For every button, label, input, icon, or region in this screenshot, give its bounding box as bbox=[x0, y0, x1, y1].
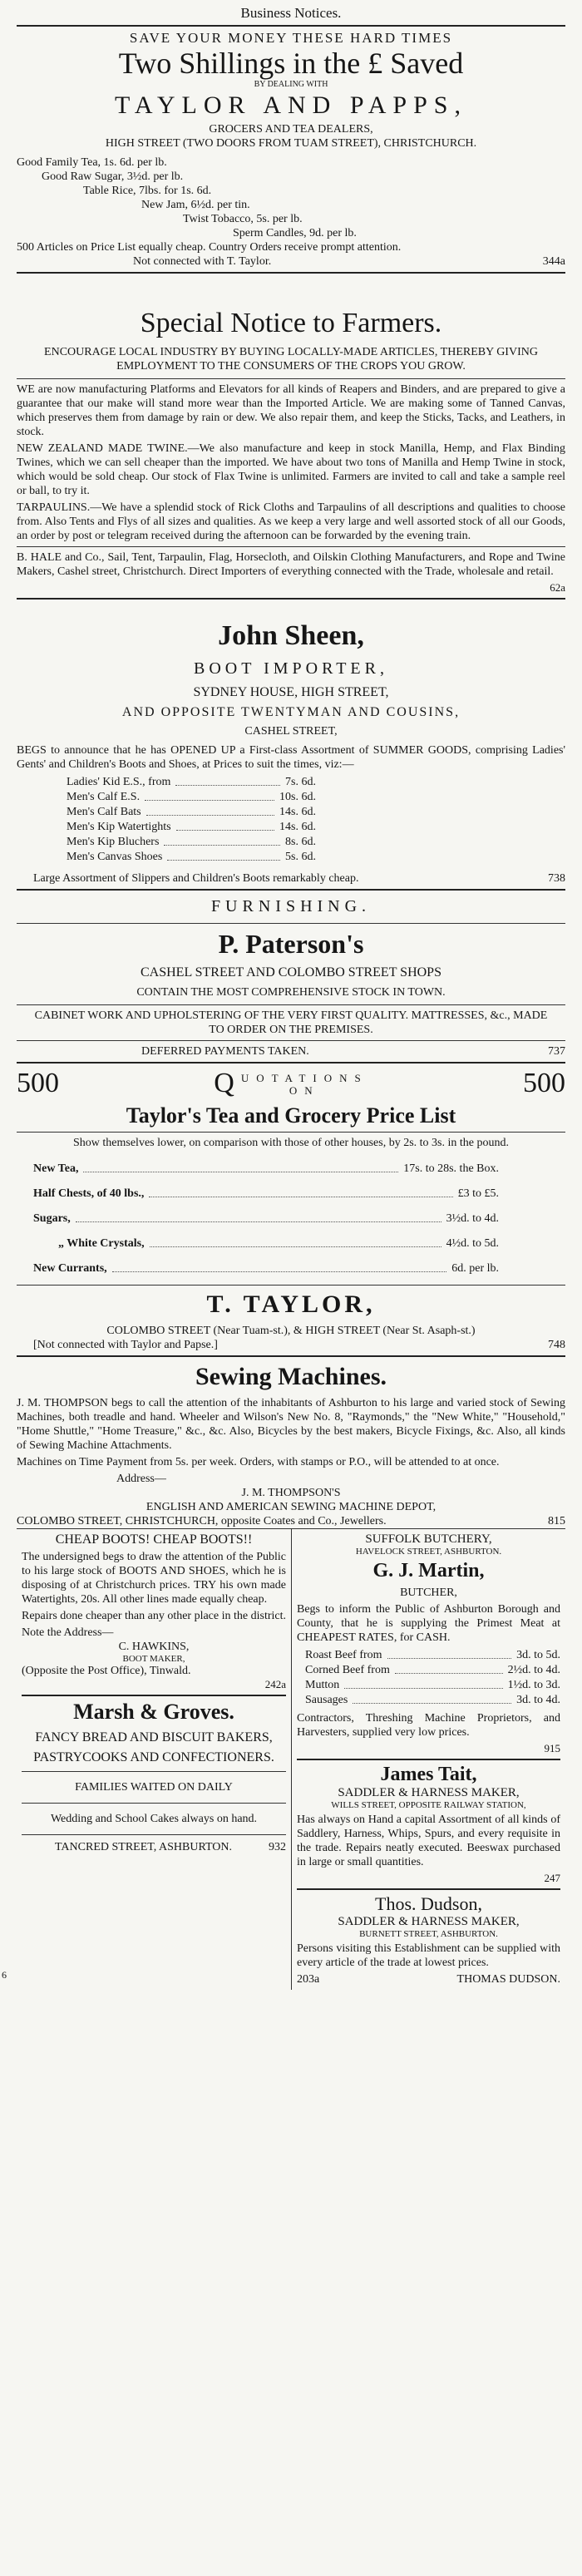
ad-address: (Opposite the Post Office), Tinwald. bbox=[22, 1665, 191, 1677]
ad-taylor-papps bbox=[17, 30, 565, 269]
ad-trade: SADDLER & HARNESS MAKER, bbox=[338, 1915, 520, 1928]
ad-opposite: AND OPPOSITE TWENTYMAN AND COUSINS, bbox=[121, 705, 461, 719]
list-item: Men's Calf Bats 14s. 6d. bbox=[67, 806, 316, 818]
ad-house: SYDNEY HOUSE, HIGH STREET, bbox=[193, 685, 389, 699]
ad-name: James Tait, bbox=[380, 1764, 477, 1785]
ad-paragraph: J. M. THOMPSON begs to call the attention of the inhabitants of Ashburton to his large and varied stock of Sewing Machines, both treadle and hand. Wheeler and Wilson's New No. 8, "Raymonds," the "New White," "Household," "Home Shuttle," "Home Treasure," &c., &c. Also, Bicycles by the best makers, Bicycle Fixings, &c. Also, all kinds of Sewing Machine Attachments. bbox=[17, 1397, 565, 1452]
ad-paragraph: The undersigned begs to draw the attention of the Public to his large stock of BOOTS AND SHOES, which he is disposing of at Christchurch prices. TRY his own made Watertights, 20s. All other lines made equally cheap. bbox=[22, 1551, 286, 1606]
margin-number: 6 bbox=[2, 1969, 7, 1981]
divider bbox=[22, 1771, 286, 1772]
divider bbox=[17, 1285, 565, 1286]
ad-ref: 748 bbox=[548, 1339, 565, 1351]
ad-cakes: Wedding and School Cakes always on hand. bbox=[50, 1813, 258, 1825]
ad-paragraph: Repairs done cheaper than any other place in the district. bbox=[22, 1610, 286, 1622]
ad-name: J. M. THOMPSON'S bbox=[241, 1487, 341, 1499]
ad-james-tait bbox=[297, 1764, 560, 1885]
divider bbox=[17, 889, 565, 891]
ad-address: COLOMBO STREET (Near Tuam-st.), & HIGH STREET (Near St. Asaph-st.) bbox=[106, 1325, 476, 1337]
ad-name: C. HAWKINS, bbox=[118, 1641, 190, 1653]
ad-name: G. J. Martin, bbox=[372, 1560, 485, 1582]
ad-ref: 203a bbox=[297, 1973, 320, 1986]
ad-paragraph: Has always on Hand a capital Assortment of all kinds of Saddlery, Harness, Whips, Spurs, and every requisite in the trade. Repairs neatly executed. Beeswax purchased in large or small quantities. bbox=[297, 1814, 560, 1868]
ad-footer: 500 Articles on Price List equally cheap. Country Orders receive prompt attention. bbox=[17, 241, 402, 254]
ad-paragraph: WE are now manufacturing Platforms and Elevators for all kinds of Reapers and Binders, and are prepared to give a guarantee that our make will stand more wear than the Imported Article. We are making some of Tanned Canvas, which preserves them from damage by rain or dew. We also repair them, and keep the Sticks, Tacks, and Leathers, in stock. bbox=[17, 383, 565, 438]
ad-paragraph: B. HALE and Co., Sail, Tent, Tarpaulin, Flag, Horsecloth, and Oilskin Clothing Manufacturers, and Rope and Twine Makers, Cashel street, Christchurch. Direct Importers of everything connected with the Trade, wholesale and retail. bbox=[17, 551, 565, 578]
ad-paragraph: TARPAULINS.—We have a splendid stock of Rick Cloths and Tarpaulins of all descriptions and qualities to choose from. Also Tents and Flys of all sizes and qualities. As we keep a very large and well assorted stock of all our Goods, an order by post or telegram received during the afternoon can be forwarded by the evening train. bbox=[17, 501, 565, 542]
ad-price-list bbox=[33, 1162, 499, 1276]
ad-by: BY DEALING WITH bbox=[254, 80, 328, 89]
divider bbox=[22, 1834, 286, 1835]
ad-stock: CONTAIN THE MOST COMPREHENSIVE STOCK IN TOWN. bbox=[136, 986, 446, 999]
two-column-ads bbox=[17, 1528, 565, 1990]
ad-line: CABINET WORK AND UPHOLSTERING OF THE VERY FIRST QUALITY. MATTRESSES, &c., MADE TO ORDER ON THE PREMISES. bbox=[34, 1009, 548, 1036]
ad-families: FAMILIES WAITED ON DAILY bbox=[75, 1781, 233, 1794]
ad-head: SUFFOLK BUTCHERY, bbox=[365, 1532, 492, 1546]
list-item: Half Chests, of 40 lbs., £3 to £5. bbox=[33, 1187, 499, 1200]
divider bbox=[297, 1888, 560, 1890]
ad-intro: Show themselves lower, on comparison with those of other houses, by 2s. to 3s. in the pound. bbox=[73, 1137, 509, 1149]
ad-name: P. Paterson's bbox=[218, 929, 364, 959]
ad-headline: Sewing Machines. bbox=[195, 1363, 387, 1390]
ad-item-list bbox=[17, 155, 565, 240]
ad-on: ON bbox=[289, 1084, 320, 1097]
ad-intro: Begs to inform the Public of Ashburton Borough and County, that he is supplying the Primest Meat at CHEAPEST RATES, for CASH. bbox=[297, 1603, 560, 1644]
ad-footer: Contractors, Threshing Machine Proprietors, and Harvesters, supplied very low prices. bbox=[297, 1712, 560, 1739]
ad-address: COLOMBO STREET, CHRISTCHURCH, opposite Coates and Co., Jewellers. bbox=[17, 1515, 387, 1527]
divider bbox=[17, 25, 565, 27]
divider bbox=[17, 378, 565, 379]
ad-thos-dudson bbox=[297, 1893, 560, 1986]
ad-trade: SADDLER & HARNESS MAKER, bbox=[338, 1786, 520, 1799]
ad-ref: 242a bbox=[264, 1678, 286, 1690]
ad-headline: Marsh & Groves. bbox=[73, 1700, 234, 1724]
list-item: Sugars, 3½d. to 4d. bbox=[33, 1212, 499, 1225]
list-item: New Currants, 6d. per lb. bbox=[33, 1262, 499, 1275]
ad-signature: THOMAS DUDSON. bbox=[456, 1973, 560, 1986]
divider bbox=[17, 1040, 565, 1041]
ad-subtitle: HAVELOCK STREET, ASHBURTON. bbox=[355, 1547, 502, 1557]
ad-trade: BOOT IMPORTER, bbox=[193, 659, 388, 678]
ad-address-label: Address— bbox=[116, 1473, 166, 1485]
ad-special-notice-farmers bbox=[17, 307, 565, 595]
ad-q: Q bbox=[214, 1068, 234, 1098]
ad-address: WILLS STREET, OPPOSITE RAILWAY STATION, bbox=[331, 1800, 526, 1810]
list-item: Sperm Candles, 9d. per lb. bbox=[233, 227, 357, 239]
ad-ref: 344a bbox=[542, 255, 565, 268]
divider bbox=[17, 598, 565, 600]
ad-headline: Two Shillings in the £ Saved bbox=[118, 47, 464, 80]
ad-ref: 815 bbox=[548, 1515, 565, 1527]
ad-street: CASHEL STREET, bbox=[244, 725, 338, 738]
list-item: Mutton 1½d. to 3d. bbox=[305, 1679, 560, 1691]
ad-address: TANCRED STREET, ASHBURTON. bbox=[55, 1841, 232, 1853]
list-item: New Jam, 6½d. per tin. bbox=[141, 199, 250, 211]
divider bbox=[17, 1062, 565, 1063]
ad-paragraph: Persons visiting this Establishment can be supplied with every article of the trade at lowest prices. bbox=[297, 1942, 560, 1969]
ad-subtitle: GROCERS AND TEA DEALERS, bbox=[209, 123, 373, 136]
ad-depot: ENGLISH AND AMERICAN SEWING MACHINE DEPOT, bbox=[146, 1501, 436, 1513]
column-right bbox=[291, 1529, 565, 1990]
column-left bbox=[17, 1529, 291, 1990]
ad-ref: 62a bbox=[550, 581, 565, 594]
ad-intro: BEGS to announce that he has OPENED UP a First-class Assortment of SUMMER GOODS, comprising Ladies' Gents' and Children's Boots and Shoes, at Prices to suit the times, viz:— bbox=[17, 744, 565, 771]
divider bbox=[297, 1759, 560, 1760]
ad-name: T. TAYLOR, bbox=[206, 1290, 376, 1318]
ad-address: CASHEL STREET AND COLOMBO STREET SHOPS bbox=[141, 965, 441, 980]
ad-trade: BUTCHER, bbox=[400, 1587, 457, 1599]
ad-name: Thos. Dudson, bbox=[375, 1893, 482, 1914]
ad-ref: 738 bbox=[548, 872, 565, 885]
list-item: Men's Calf E.S. 10s. 6d. bbox=[67, 791, 316, 803]
list-item: Roast Beef from 3d. to 5d. bbox=[305, 1649, 560, 1661]
ad-marsh-groves bbox=[22, 1700, 286, 1854]
divider bbox=[17, 1004, 565, 1005]
ad-ref: 737 bbox=[548, 1045, 565, 1058]
list-item: Twist Tobacco, 5s. per lb. bbox=[183, 213, 303, 225]
ad-number-left: 500 bbox=[17, 1068, 59, 1098]
ad-paragraph: Machines on Time Payment from 5s. per week. Orders, with stamps or P.O., will be attended to at once. bbox=[17, 1456, 500, 1468]
ad-john-sheen bbox=[17, 619, 565, 886]
divider bbox=[17, 1132, 565, 1133]
ad-trade: BOOT MAKER, bbox=[122, 1654, 185, 1664]
page-header: Business Notices. bbox=[240, 5, 342, 21]
ad-ref: 247 bbox=[544, 1872, 560, 1884]
ad-quotations: UOTATIONS bbox=[240, 1072, 368, 1084]
newspaper-page bbox=[2, 0, 565, 1990]
ad-number-right: 500 bbox=[523, 1068, 565, 1098]
divider bbox=[17, 546, 565, 547]
divider bbox=[17, 1355, 565, 1357]
ad-paragraph: NEW ZEALAND MADE TWINE.—We also manufacture and keep in stock Manilla, Hemp, and Flax Binding Twines, which we can sell cheaper than the imported. We have about two tons of Manilla and Hemp Twine in stock, which would be sold cheap. Our stock of Flax Twine is unlimited. Farmers are invited to call and take a sample reel or ball, to try it. bbox=[17, 442, 565, 497]
list-item: „ White Crystals, 4½d. to 5d. bbox=[58, 1237, 499, 1250]
ad-sewing-machines bbox=[17, 1360, 565, 1528]
list-item: Corned Beef from 2½d. to 4d. bbox=[305, 1664, 560, 1676]
ad-note: [Not connected with Taylor and Papse.] bbox=[33, 1339, 218, 1351]
ad-headline: Special Notice to Farmers. bbox=[140, 308, 442, 338]
ad-headline: Taylor's Tea and Grocery Price List bbox=[126, 1103, 456, 1128]
ad-hawkins bbox=[22, 1532, 286, 1691]
list-item: Table Rice, 7lbs. for 1s. 6d. bbox=[83, 185, 212, 197]
ad-name: John Sheen, bbox=[218, 620, 364, 651]
list-item: Ladies' Kid E.S., from 7s. 6d. bbox=[67, 776, 316, 788]
ad-headline: CHEAP BOOTS! CHEAP BOOTS!! bbox=[55, 1532, 253, 1547]
list-item: Men's Canvas Shoes 5s. 6d. bbox=[67, 851, 316, 863]
ad-address: HIGH STREET (TWO DOORS FROM TUAM STREET), CHRISTCHURCH. bbox=[105, 137, 477, 150]
ad-price-list bbox=[305, 1648, 560, 1708]
divider bbox=[22, 1803, 286, 1804]
ad-ref: 915 bbox=[544, 1742, 560, 1754]
ad-price-list bbox=[67, 775, 316, 865]
list-item: Sausages 3d. to 4d. bbox=[305, 1694, 560, 1706]
ad-paterson bbox=[17, 897, 565, 1059]
ad-address: BURNETT STREET, ASHBURTON. bbox=[359, 1929, 498, 1939]
ad-terms: DEFERRED PAYMENTS TAKEN. bbox=[141, 1045, 309, 1058]
divider bbox=[17, 923, 565, 924]
list-item: Good Raw Sugar, 3½d. per lb. bbox=[42, 170, 184, 183]
divider bbox=[22, 1695, 286, 1696]
ad-intro: ENCOURAGE LOCAL INDUSTRY BY BUYING LOCALLY-MADE ARTICLES, THEREBY GIVING EMPLOYMENT TO THE CONSUMERS OF THE CROPS YOU GROW. bbox=[44, 346, 538, 373]
list-item: Good Family Tea, 1s. 6d. per lb. bbox=[17, 156, 167, 169]
ad-heading: FURNISHING. bbox=[210, 897, 372, 915]
ad-name: TAYLOR AND PAPPS, bbox=[115, 91, 467, 119]
ad-taylor-tea bbox=[17, 1067, 565, 1352]
ad-line: FANCY BREAD AND BISCUIT BAKERS, bbox=[35, 1730, 273, 1744]
ad-tagline: SAVE YOUR MONEY THESE HARD TIMES bbox=[129, 30, 453, 46]
ad-ref: 932 bbox=[269, 1841, 286, 1853]
divider bbox=[17, 272, 565, 274]
ad-line: PASTRYCOOKS AND CONFECTIONERS. bbox=[33, 1750, 274, 1764]
ad-note: Note the Address— bbox=[22, 1626, 114, 1639]
ad-note: Not connected with T. Taylor. bbox=[133, 255, 272, 268]
list-item: New Tea, 17s. to 28s. the Box. bbox=[33, 1162, 499, 1175]
ad-footer: Large Assortment of Slippers and Children's Boots remarkably cheap. bbox=[33, 872, 359, 885]
ad-martin-butcher bbox=[297, 1532, 560, 1755]
list-item: Men's Kip Bluchers 8s. 6d. bbox=[67, 836, 316, 848]
list-item: Men's Kip Watertights 14s. 6d. bbox=[67, 821, 316, 833]
